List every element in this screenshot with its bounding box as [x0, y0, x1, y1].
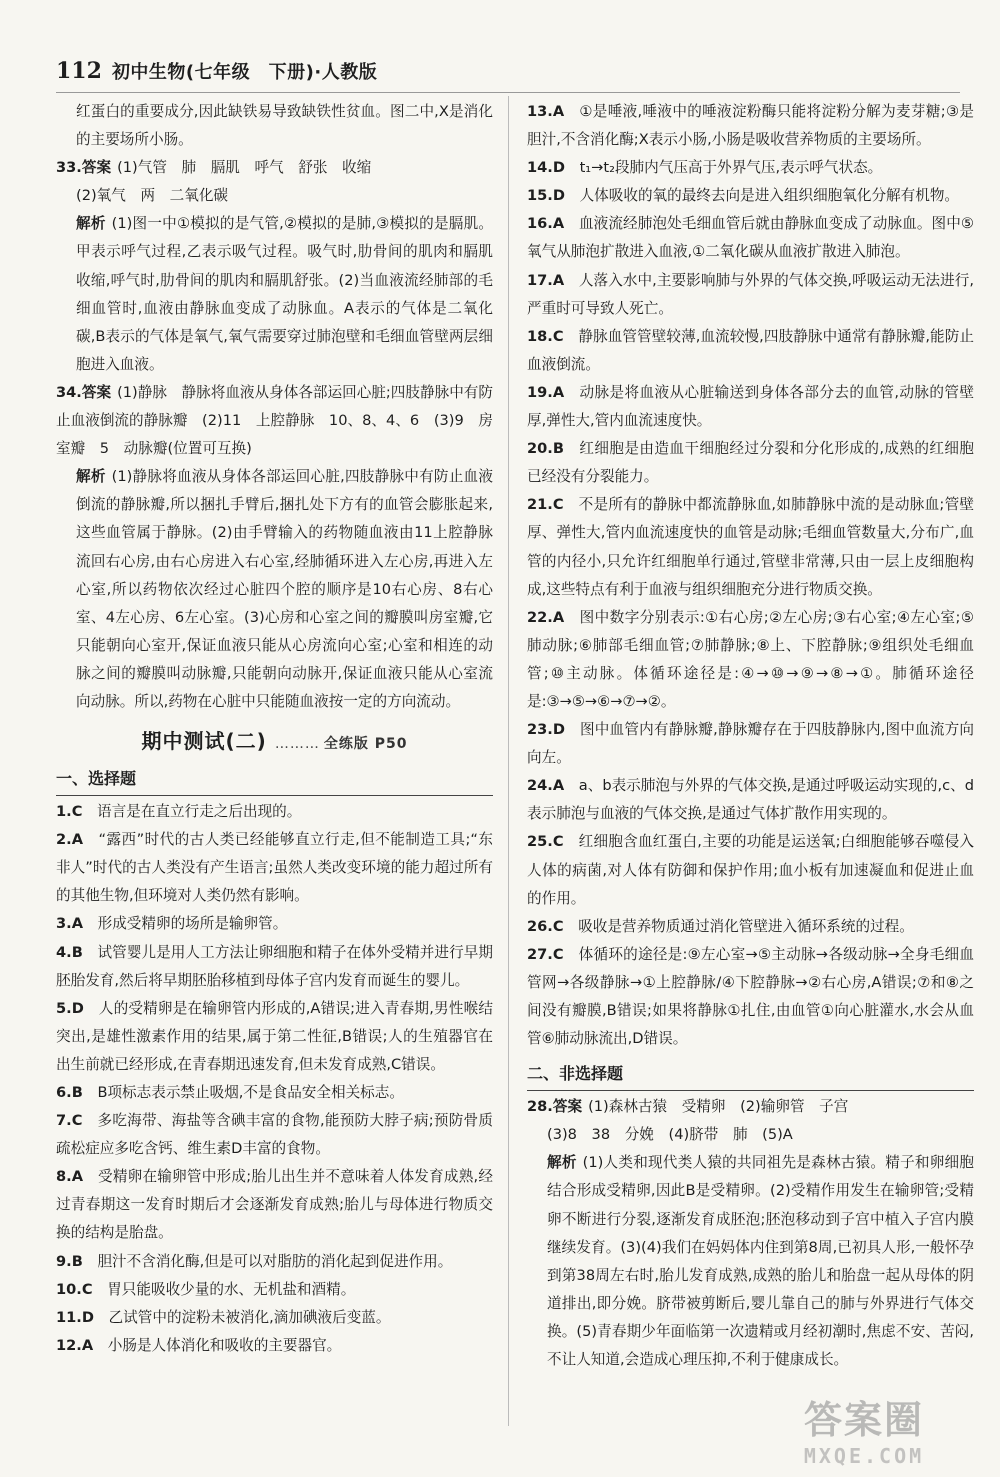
continued-paragraph: 红蛋白的重要成分,因此缺铁易导致缺铁性贫血。图二中,X是消化的主要场所小肠。 — [76, 103, 493, 149]
answer-item — [56, 995, 493, 1079]
analysis-text: (1)图一中①模拟的是气管,②模拟的是肺,③模拟的是膈肌。甲表示呼气过程,乙表示吸气过程。吸气时,肋骨间的肌肉和膈肌收缩,呼气时,肋骨间的肌肉和膈肌舒张。(2)当血液流经肺部的毛细血管时,血液由静脉血变成了动脉血。A表示的气体是二氧化碳,B表示的气体是氧气,氧气需要穿过肺泡壁和毛细血管壁两层细胞进入血液。 — [76, 215, 493, 373]
item-text: 胃只能吸收少量的水、无机盐和酒精。 — [107, 1280, 356, 1298]
answer-list — [56, 798, 493, 1360]
item-number: 6.B — [56, 1084, 83, 1101]
item-text: 红细胞是由造血干细胞经过分裂和分化形成的,成熟的红细胞已经没有分裂能力。 — [527, 440, 974, 486]
section-title-text: 期中测试(二) — [141, 729, 267, 754]
subsection-heading: 二、非选择题 — [527, 1059, 974, 1091]
answer-item — [527, 379, 974, 435]
item-text: t₁→t₂段肺内气压高于外界气压,表示呼气状态。 — [579, 159, 883, 177]
question-number: 28. — [527, 1098, 553, 1116]
answer-item — [527, 604, 974, 716]
item-number: 3.A — [56, 915, 83, 933]
item-number: 15.D — [527, 187, 565, 205]
answer-item — [527, 913, 974, 941]
analysis-label: 解析 — [76, 468, 106, 486]
answer-item — [56, 1079, 493, 1107]
answer-item — [527, 941, 974, 1053]
answer-item — [527, 828, 974, 912]
answer-text: (3)8 38 分娩 (4)脐带 肺 (5)A — [547, 1126, 793, 1144]
item-number: 19.A — [527, 383, 565, 401]
watermark-logo: 答案圈 — [803, 1397, 924, 1442]
item-number: 23.D — [527, 721, 565, 739]
item-text: 小肠是人体消化和吸收的主要器官。 — [107, 1336, 342, 1354]
item-number: 12.A — [56, 1336, 94, 1354]
question-28 — [527, 1093, 974, 1374]
item-text: “露西”时代的古人类已经能够直立行走,但不能制造工具;“东非人”时代的古人类没有产生语言;虽然人类改变环境的能力超过所有的其他生物,但环境对人类仍然有影响。 — [56, 831, 493, 905]
item-number: 16.A — [527, 215, 565, 233]
item-text: 人的受精卵是在输卵管内形成的,A错误;进入青春期,男性喉结突出,是雄性激素作用的结果,属于第二性征,B错误;人的生殖器官在出生前就已经形成,在青春期迅速发育,但未发育成熟,C错误。 — [56, 999, 493, 1073]
answer-item — [527, 772, 974, 828]
item-number: 5.D — [56, 999, 84, 1017]
answer-item — [527, 323, 974, 379]
item-text: 红细胞含血红蛋白,主要的功能是运送氧;白细胞能够吞噬侵入人体的病菌,对人体有防御和保护作用;血小板有加速凝血和促进止血的作用。 — [527, 833, 974, 907]
item-text: 受精卵在输卵管中形成;胎儿出生并不意味着人体发育成熟,经过青春期这一发育时期后才会逐渐发育成熟;胎儿与母体进行物质交换的结构是胎盘。 — [56, 1168, 493, 1242]
item-number: 4.B — [56, 943, 83, 961]
item-number: 21.C — [527, 496, 564, 514]
item-number: 18.C — [527, 327, 564, 345]
item-number: 14.D — [527, 159, 565, 177]
answer-label: 答案 — [552, 1098, 583, 1116]
answer-label: 答案 — [81, 159, 112, 177]
analysis-label: 解析 — [547, 1154, 577, 1172]
answer-item — [527, 716, 974, 772]
question-34 — [56, 379, 493, 716]
answer-text: (1)森林古猿 受精卵 (2)输卵管 子宫 — [588, 1098, 849, 1116]
item-text: 不是所有的静脉中都流静脉血,如肺静脉中流的是动脉血;管壁厚、弹性大,管内血流速度快的血管是动脉;毛细血管数量大,分布广,血管的内径小,只允许红细胞单行通过,管壁非常薄,只由一层上皮细胞构成,这些特点有利于血液与组织细胞充分进行物质交换。 — [527, 496, 974, 598]
left-column — [56, 98, 493, 1360]
answer-label: 答案 — [81, 383, 112, 401]
header-rule — [56, 92, 960, 93]
question-33 — [56, 154, 493, 379]
answer-item — [527, 491, 974, 603]
answer-text: (1)静脉 静脉将血液从身体各部运回心脏;四肢静脉中有防止血液倒流的静脉瓣 (2)11 上腔静脉 10、8、4、6 (3)9 房室瓣 5 动脉瓣(位置可互换) — [56, 383, 493, 458]
item-number: 27.C — [527, 945, 564, 963]
answer-item — [527, 154, 974, 182]
item-number: 10.C — [56, 1280, 93, 1298]
answer-item — [527, 98, 974, 154]
page-header — [56, 56, 377, 86]
answer-item — [56, 1107, 493, 1163]
item-number: 13.A — [527, 103, 565, 120]
page-number: 112 — [56, 58, 102, 84]
item-number: 24.A — [527, 777, 565, 795]
item-text: ①是唾液,唾液中的唾液淀粉酶只能将淀粉分解为麦芽糖;③是胆汁,不含消化酶;X表示小肠,小肠是吸收营养物质的主要场所。 — [527, 103, 974, 149]
analysis-text: (1)静脉将血液从身体各部运回心脏,四肢静脉中有防止血液倒流的静脉瓣,所以捆扎手臂后,捆扎处下方有的血管会膨胀起来,这些血管属于静脉。(2)由手臂输入的药物随血液由11上腔静脉流回右心房,由右心房进入右心室,经肺循环进入左心房,再进入左心室,所以药物依次经过心脏四个腔的顺序是10右心房、8右心室、4左心房、6左心室。(3)心房和心室之间的瓣膜叫房室瓣,它只能朝向心室开,保证血液只能从心房流向心室;心室和相连的动脉之间的瓣膜叫动脉瓣,只能朝向动脉开,保证血液只能从心室流向动脉。所以,药物在心脏中只能随血液按一定的方向流动。 — [76, 468, 493, 710]
item-number: 9.B — [56, 1252, 83, 1270]
watermark-url: MXQE.COM — [803, 1443, 925, 1468]
answer-item — [56, 798, 493, 826]
answer-item — [56, 1276, 493, 1304]
answer-text: (2)氧气 两 二氧化碳 — [76, 187, 229, 205]
answer-item — [56, 910, 493, 938]
item-text: 人体吸收的氧的最终去向是进入组织细胞氧化分解有机物。 — [579, 187, 960, 205]
section-dots: ……… — [274, 736, 320, 753]
answer-item — [56, 1304, 493, 1332]
answer-item — [527, 435, 974, 491]
item-text: 试管婴儿是用人工方法让卵细胞和精子在体外受精并进行早期胚胎发育,然后将早期胚胎移植到母体子宫内发育而诞生的婴儿。 — [56, 943, 493, 989]
item-number: 17.A — [527, 271, 565, 289]
item-number: 1.C — [56, 803, 83, 821]
question-number: 34. — [56, 383, 82, 401]
item-text: 图中数字分别表示:①右心房;②左心房;③右心室;④左心室;⑤肺动脉;⑥肺部毛细血管;⑦肺静脉;⑧上、下腔静脉;⑨组织处毛细血管;⑩主动脉。体循环途径是:④→⑩→⑨→⑧→①。肺循环途径是:③→⑤→⑥→⑦→②。 — [527, 608, 974, 710]
item-text: 图中血管内有静脉瓣,静脉瓣存在于四肢静脉内,图中血流方向向左。 — [527, 721, 974, 767]
item-text: 乙试管中的淀粉未被消化,滴加碘液后变蓝。 — [108, 1308, 391, 1326]
answer-item — [527, 267, 974, 323]
item-text: 语言是在直立行走之后出现的。 — [97, 803, 302, 821]
item-number: 26.C — [527, 917, 564, 935]
section-reference: 全练版 P50 — [323, 736, 408, 753]
answer-item — [56, 1163, 493, 1247]
right-column — [527, 98, 974, 1374]
answer-list — [527, 98, 974, 1053]
subsection-heading: 一、选择题 — [56, 764, 493, 796]
item-number: 8.A — [56, 1168, 83, 1186]
answer-item — [527, 210, 974, 266]
item-number: 22.A — [527, 608, 565, 626]
item-number: 20.B — [527, 440, 564, 458]
item-text: B项标志表示禁止吸烟,不是食品安全相关标志。 — [97, 1084, 404, 1101]
answer-item — [56, 939, 493, 995]
item-text: a、b表示肺泡与外界的气体交换,是通过呼吸运动实现的,c、d表示肺泡与血液的气体交换,是通过气体扩散作用实现的。 — [527, 777, 974, 823]
question-number: 33. — [56, 159, 82, 177]
answer-item — [56, 1332, 493, 1360]
item-text: 多吃海带、海盐等含碘丰富的食物,能预防大脖子病;预防骨质疏松症应多吃含钙、维生素D丰富的食物。 — [56, 1112, 493, 1158]
analysis-text: (1)人类和现代类人猿的共同祖先是森林古猿。精子和卵细胞结合形成受精卵,因此B是受精卵。(2)受精作用发生在输卵管;受精卵不断进行分裂,逐渐发育成胚泡;胚泡移动到子宫中植入子宫内膜继续发育。(3)(4)我们在妈妈体内住到第8周,已初具人形,一般怀孕到第38周左右时,胎儿发育成熟,成熟的胎儿和胎盘一起从母体的阴道排出,即分娩。脐带被剪断后,婴儿靠自己的肺与外界进行气体交换。(5)青春期少年面临第一次遗精或月经初潮时,焦虑不安、苦闷,不让人知道,会造成心理压抑,不利于健康成长。 — [547, 1154, 974, 1369]
watermark — [764, 1389, 964, 1467]
item-number: 7.C — [56, 1112, 83, 1130]
item-text: 动脉是将血液从心脏输送到身体各部分去的血管,动脉的管壁厚,弹性大,管内血流速度快。 — [527, 383, 974, 430]
answer-item — [56, 826, 493, 910]
item-text: 胆汁不含消化酶,但是可以对脂肪的消化起到促进作用。 — [97, 1252, 453, 1270]
item-text: 血液流经肺泡处毛细血管后就由静脉血变成了动脉血。图中⑤氧气从肺泡扩散进入血液,①二氧化碳从血液扩散进入肺泡。 — [527, 215, 974, 261]
item-number: 25.C — [527, 833, 564, 851]
answer-item — [56, 1248, 493, 1276]
answer-item — [527, 182, 974, 210]
column-divider — [508, 96, 509, 1426]
item-text: 形成受精卵的场所是输卵管。 — [97, 915, 288, 933]
item-number: 2.A — [56, 831, 83, 849]
section-title — [56, 724, 493, 758]
answer-text: (1)气管 肺 膈肌 呼气 舒张 收缩 — [117, 159, 372, 177]
item-text: 人落入水中,主要影响肺与外界的气体交换,呼吸运动无法进行,严重时可导致人死亡。 — [527, 271, 974, 317]
item-text: 静脉血管管壁较薄,血流较慢,四肢静脉中通常有静脉瓣,能防止血液倒流。 — [527, 327, 974, 373]
item-text: 吸收是营养物质通过消化管壁进入循环系统的过程。 — [578, 917, 914, 935]
item-number: 11.D — [56, 1308, 94, 1326]
running-title: 初中生物(七年级 下册)·人教版 — [111, 62, 378, 83]
item-text: 体循环的途径是:⑨左心室→⑤主动脉→各级动脉→全身毛细血管网→各级静脉→①上腔静脉/④下腔静脉→②右心房,A错误;⑦和⑧之间没有瓣膜,B错误;如果将静脉①扎住,由血管①向心脏灌水,水会从血管⑥肺动脉流出,D错误。 — [527, 945, 974, 1048]
analysis-label: 解析 — [76, 215, 106, 233]
